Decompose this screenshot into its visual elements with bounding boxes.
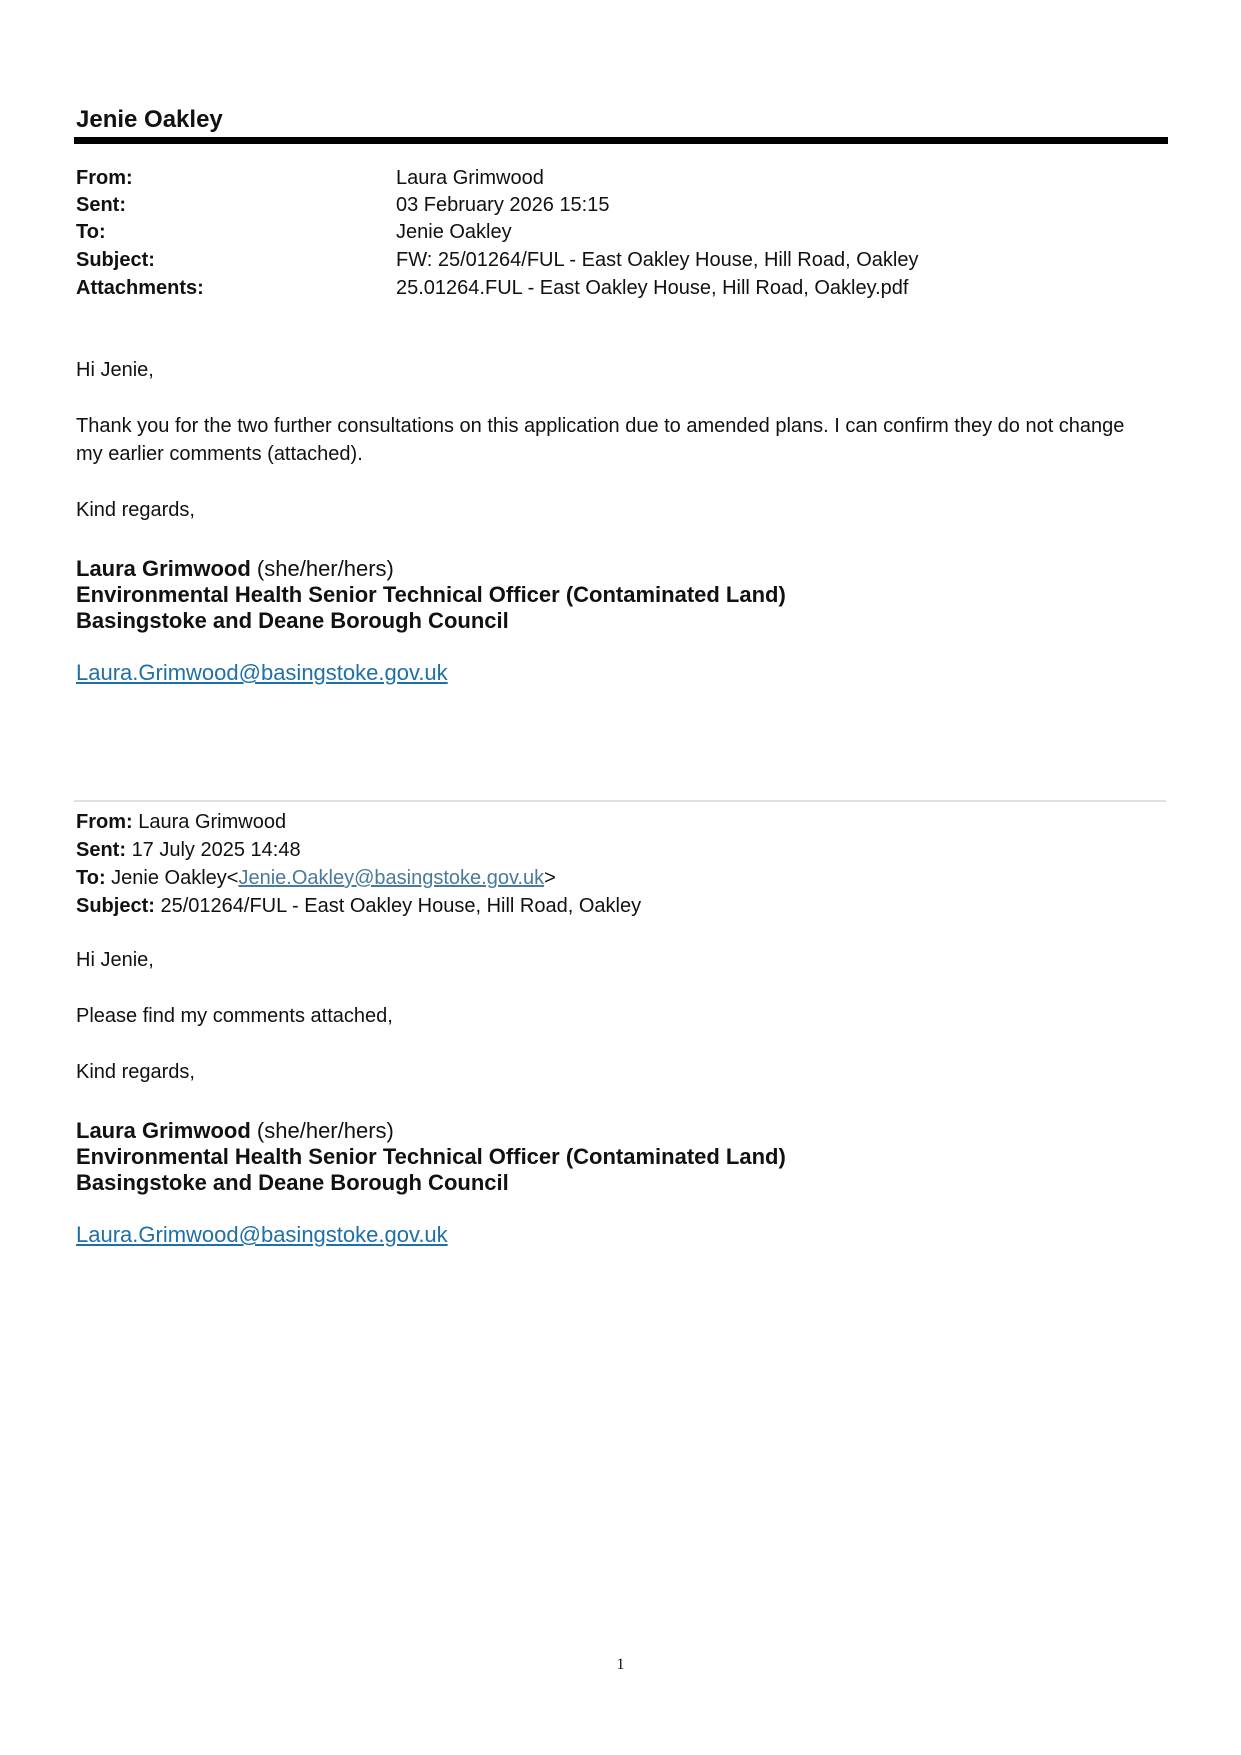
forwarded-signature-organisation: Basingstoke and Deane Borough Council <box>76 1170 509 1195</box>
forwarded-subject-row <box>76 894 641 918</box>
forwarded-signature-email-link[interactable]: Laura.Grimwood@basingstoke.gov.uk <box>76 1222 448 1247</box>
email-greeting: Hi Jenie, <box>76 359 154 381</box>
mailbox-owner-name: Jenie Oakley <box>76 106 223 133</box>
forwarded-to-label: To: <box>76 867 106 889</box>
email-body: Thank you for the two further consultations on this application due to amended plans. I can confirm they do not change my earlier comments (attached). <box>76 415 1125 465</box>
header-value-from: Laura Grimwood <box>396 167 544 189</box>
forwarded-subject-value: 25/01264/FUL - East Oakley House, Hill Road, Oakley <box>160 895 642 917</box>
forwarded-signature-title: Environmental Health Senior Technical Officer (Contaminated Land) <box>76 1144 786 1169</box>
forwarded-signature-pronouns: (she/her/hers) <box>256 1118 394 1143</box>
header-rule <box>74 137 1168 144</box>
header-label-from: From: <box>76 167 133 189</box>
header-label-to: To: <box>76 221 106 243</box>
signature-name: Laura Grimwood <box>76 556 251 581</box>
forwarded-sent-label: Sent: <box>76 839 126 861</box>
forwarded-signature-name-line <box>76 1118 394 1144</box>
forwarded-from-row <box>76 810 286 834</box>
forwarded-from-value: Laura Grimwood <box>138 811 287 833</box>
signature-pronouns: (she/her/hers) <box>256 556 394 581</box>
forwarded-to-row <box>76 866 556 890</box>
forwarded-to-close-bracket: > <box>544 867 556 889</box>
attachment-filename[interactable]: 25.01264.FUL - East Oakley House, Hill Road, Oakley.pdf <box>396 277 909 299</box>
signature-organisation: Basingstoke and Deane Borough Council <box>76 608 509 633</box>
message-divider <box>74 800 1166 802</box>
forwarded-from-label: From: <box>76 811 133 833</box>
forwarded-subject-label: Subject: <box>76 895 155 917</box>
signature-name-line <box>76 556 394 582</box>
header-value-to: Jenie Oakley <box>396 221 512 243</box>
page-number: 1 <box>616 1656 625 1673</box>
email-closing: Kind regards, <box>76 499 195 521</box>
forwarded-body: Please find my comments attached, <box>76 1005 393 1027</box>
header-label-sent: Sent: <box>76 194 126 216</box>
forwarded-sent-value: 17 July 2025 14:48 <box>131 839 301 861</box>
signature-title: Environmental Health Senior Technical Officer (Contaminated Land) <box>76 582 786 607</box>
forwarded-to-open-bracket: < <box>226 867 239 889</box>
forwarded-greeting: Hi Jenie, <box>76 949 154 971</box>
forwarded-to-name: Jenie Oakley <box>111 867 227 889</box>
header-value-subject: FW: 25/01264/FUL - East Oakley House, Hill Road, Oakley <box>396 249 919 271</box>
header-label-subject: Subject: <box>76 249 155 271</box>
signature-email-link[interactable]: Laura.Grimwood@basingstoke.gov.uk <box>76 660 448 685</box>
forwarded-to-email-link[interactable]: Jenie.Oakley@basingstoke.gov.uk <box>238 867 545 889</box>
header-label-attachments: Attachments: <box>76 277 204 299</box>
forwarded-closing: Kind regards, <box>76 1061 195 1083</box>
header-value-sent: 03 February 2026 15:15 <box>396 194 610 216</box>
forwarded-signature-name: Laura Grimwood <box>76 1118 251 1143</box>
forwarded-sent-row <box>76 838 301 862</box>
